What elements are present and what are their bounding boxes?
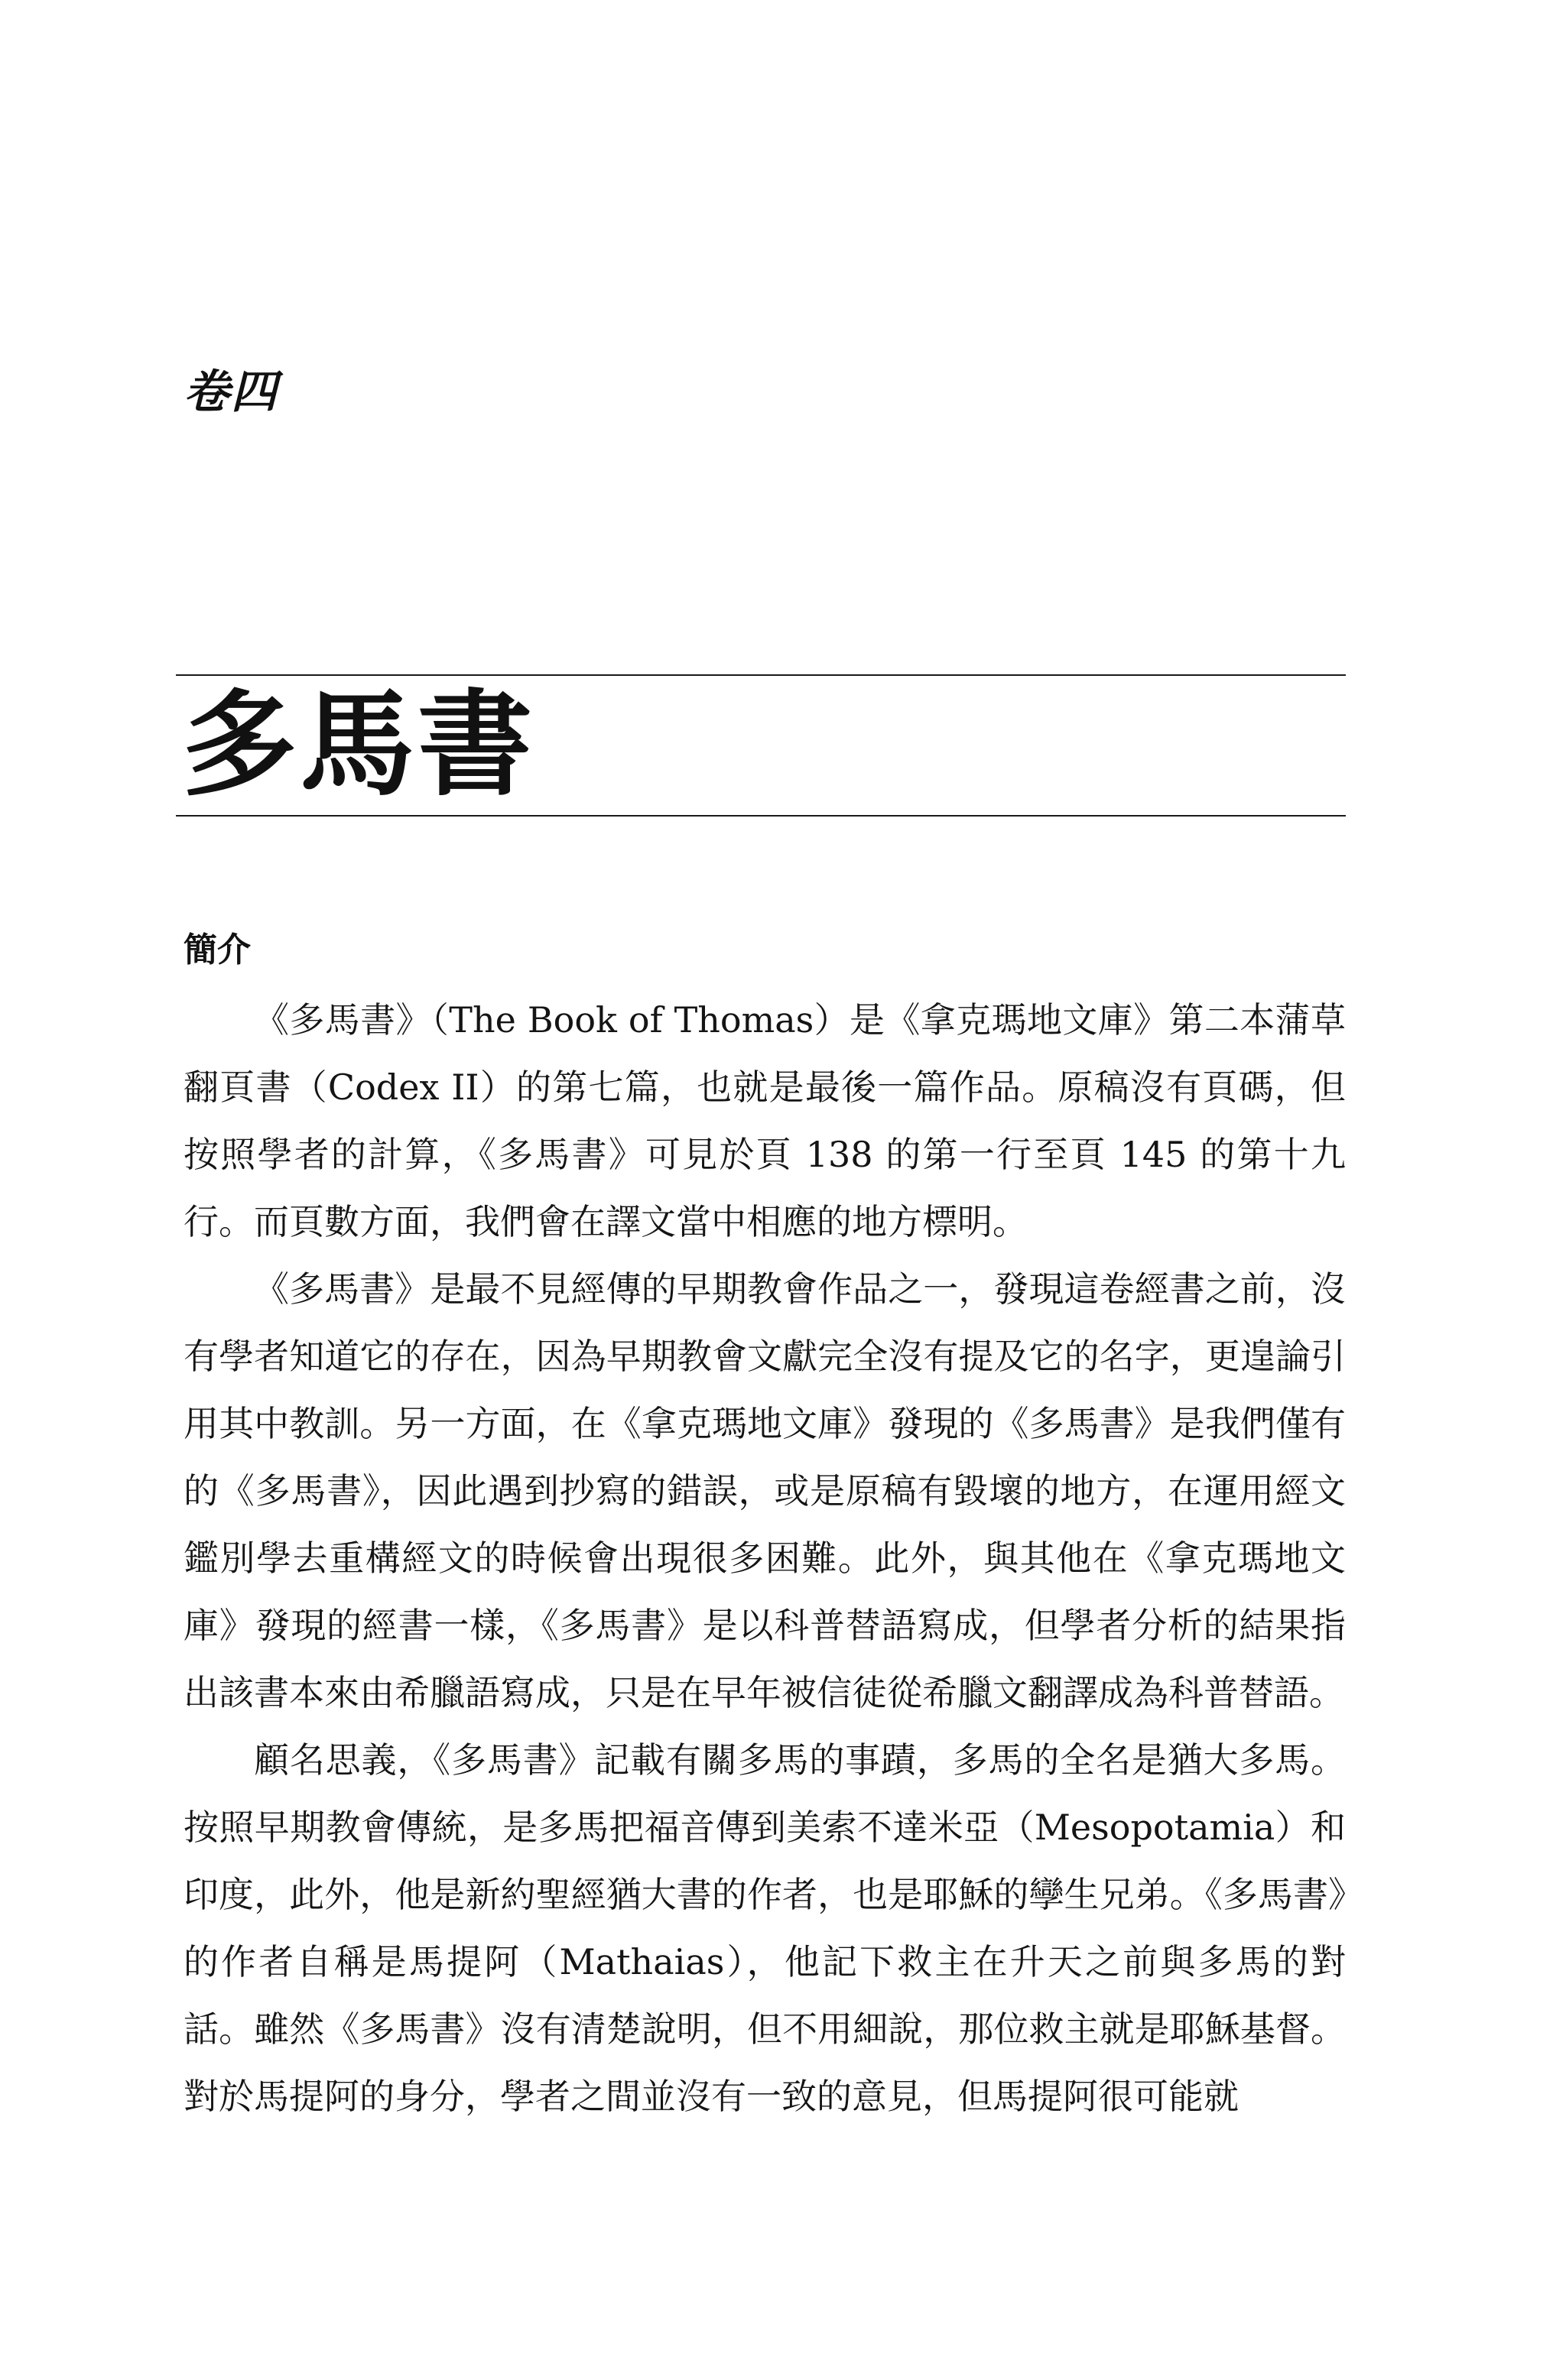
body-text xyxy=(184,986,1346,2130)
paragraph: 《多馬書》是最不見經傳的早期教會作品之一，發現這卷經書之前，沒有學者知道它的存在，因為早期教會文獻完全沒有提及它的名字，更遑論引用其中教訓。另一方面，在《拿克瑪地文庫》發現的《多馬書》是我們僅有的《多馬書》，因此遇到抄寫的錯誤，或是原稿有毀壞的地方，在運用經文鑑別學去重構經文的時候會出現很多困難。此外，與其他在《拿克瑪地文庫》發現的經書一樣，《多馬書》是以科普替語寫成，但學者分析的結果指出該書本來由希臘語寫成，只是在早年被信徒從希臘文翻譯成為科普替語。 xyxy=(184,1268,1346,1713)
paragraph: 《多馬書》（The Book of Thomas）是《拿克瑪地文庫》第二本蒲草翻頁書（Codex II）的第七篇，也就是最後一篇作品。原稿沒有頁碼，但按照學者的計算，《多馬書》可見於頁 138 的第一行至頁 145 的第十九行。而頁數方面，我們會在譯文當中相應的地方標明。 xyxy=(184,999,1346,1242)
title-rule-top xyxy=(176,674,1346,676)
book-title: 多馬書 xyxy=(182,679,536,812)
paragraph: 顧名思義，《多馬書》記載有關多馬的事蹟，多馬的全名是猶大多馬。按照早期教會傳統，是多馬把福音傳到美索不達米亞（Mesopotamia）和印度，此外，他是新約聖經猶大書的作者，也是耶穌的孿生兄弟。《多馬書》的作者自稱是馬提阿（Mathaias），他記下救主在升天之前與多馬的對話。雖然《多馬書》沒有清楚說明，但不用細說，那位救主就是耶穌基督。對於馬提阿的身分，學者之間並沒有一致的意見，但馬提阿很可能就 xyxy=(184,1739,1346,2117)
volume-label: 卷四 xyxy=(184,365,278,419)
section-heading: 簡介 xyxy=(184,930,251,969)
title-rule-bottom xyxy=(176,815,1346,817)
